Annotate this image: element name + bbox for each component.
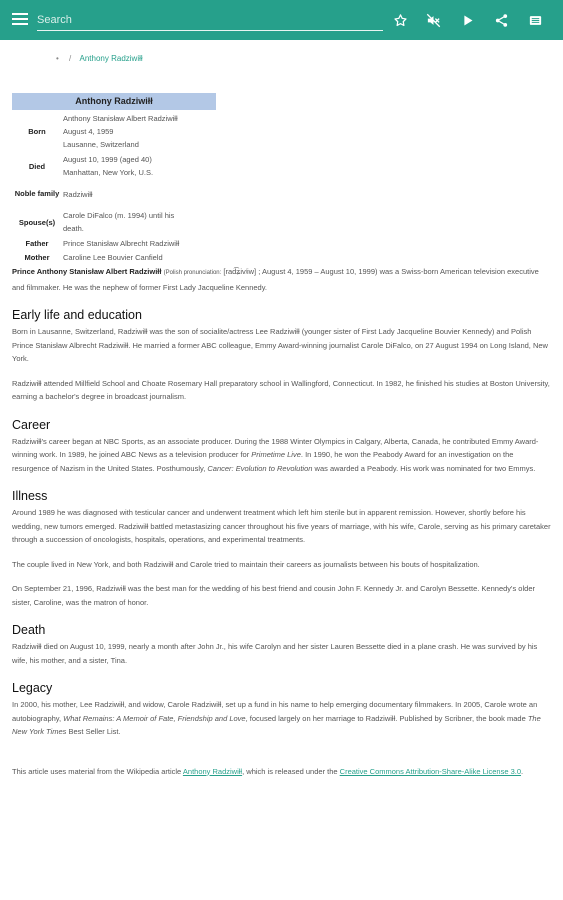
infobox-label: Noble family	[14, 189, 60, 198]
search-input[interactable]	[37, 9, 383, 30]
footer-text-2: , which is released under the	[242, 766, 340, 776]
wikipedia-article-link[interactable]: Anthony Radziwiłł	[182, 766, 243, 776]
license-link[interactable]: Creative Commons Attribution-Share-Alike License 3.0	[339, 766, 522, 776]
intro-paragraph	[12, 265, 552, 294]
footer-attribution	[12, 765, 552, 779]
infobox-value	[62, 153, 216, 179]
legacy-text-1: In 2000, his mother, Lee Radziwiłł, and widow, Carole Radziwiłł, set up a fund in his name to help emerging documentary filmmakers. In 2005, Carole wrote an autobiography,	[12, 700, 538, 723]
infobox-row-born	[12, 110, 216, 152]
star-icon[interactable]	[390, 10, 410, 30]
father-value: Prince Stanisław Albrecht Radziwiłł	[63, 238, 180, 248]
legacy-text-2: , focused largely on her marriage to Radziwiłł. Published by Scribner, the book made	[245, 713, 528, 723]
heading-career: Career	[12, 417, 51, 432]
breadcrumb-separator: /	[69, 54, 72, 63]
died-place: Manhattan, New York, U.S.	[63, 168, 154, 177]
heading-early-life: Early life and education	[12, 308, 142, 322]
legacy-text-3: Best Seller List.	[66, 727, 121, 736]
infobox-value	[62, 188, 216, 201]
infobox-label: Father	[25, 238, 49, 248]
article-content	[12, 265, 552, 778]
footer-text-1: This article uses material from the Wikipedia article	[12, 766, 183, 776]
infobox-value	[62, 112, 216, 151]
illness-paragraph-2: The couple lived in New York, and both Radziwiłł and Carole tried to maintain their careers as journalists between his bouts of hospitalization.	[12, 559, 480, 569]
career-text-2: . In 1990, he won the Peabody Award for an investigation on the resurgence of Nazism in the United States. Posthumously,	[12, 450, 514, 473]
infobox-label: Died	[28, 161, 46, 171]
heading-legacy: Legacy	[12, 681, 53, 695]
infobox-label: Mother	[24, 252, 50, 262]
illness-paragraph-1: Around 1989 he was diagnosed with testicular cancer and underwent treatment which left him sterile but in apparent remission. However, shortly before his wedding, new tumors emerged. Radziwiłł battled metastasizing cancer throughout his five years of marriage, with his wife, Carole, serving as his primary caretaker through a succession of oncologists, hospitals, operations, and experimental treatments.	[12, 508, 551, 544]
pronunciation-label: (Polish pronunciation:	[163, 270, 222, 276]
infobox-row-spouse	[12, 208, 216, 236]
infobox-value	[62, 209, 216, 235]
legacy-paragraph	[12, 698, 552, 739]
infobox-value	[62, 251, 216, 264]
intro-bold-name: Prince Anthony Stanisław Albert Radziwiłł	[12, 267, 162, 276]
list-icon[interactable]	[525, 10, 545, 30]
heading-death: Death	[12, 623, 46, 637]
breadcrumb-bullet: •	[56, 54, 59, 63]
share-icon[interactable]	[491, 10, 511, 30]
legacy-italic-nyt: The New York Times	[12, 713, 541, 736]
early-life-paragraph-2: Radziwiłł attended Millfield School and Choate Rosemary Hall preparatory school in Wallingford, Connecticut. In 1982, he finished his studies at Boston University, earning a bachelor's degree in broadcast journalism.	[12, 378, 550, 401]
infobox-label: Born	[28, 126, 46, 136]
career-text-3: was awarded a Peabody. His work was nominated for two Emmys.	[312, 463, 536, 473]
infobox-row-father	[12, 236, 216, 250]
breadcrumb-current-link[interactable]: Anthony Radziwiłł	[79, 54, 143, 63]
volume-off-icon[interactable]	[423, 10, 443, 30]
illness-paragraph-3: On September 21, 1996, Radziwiłł was the best man for the wedding of his best friend and cousin John F. Kennedy Jr. and Carolyn Bessette. Kennedy's older sister, Caroline, was the matron of honor.	[12, 584, 535, 607]
menu-icon[interactable]	[12, 13, 28, 27]
toolbar	[0, 0, 563, 40]
breadcrumb	[56, 54, 143, 63]
infobox-label: Spouse(s)	[18, 217, 56, 227]
pronunciation: [rad͡ʑivʲiw]	[223, 267, 257, 276]
born-name: Anthony Stanisław Albert Radziwiłł	[63, 113, 178, 123]
footer-text-3: .	[521, 766, 524, 776]
infobox-value	[62, 237, 216, 250]
born-date: August 4, 1959	[63, 126, 114, 136]
death-paragraph: Radziwiłł died on August 10, 1999, nearly a month after John Jr., his wife Carolyn and her sister Lauren Bessette died in a plane crash. He was survived by his wife, his mother, and a sister, Tina.	[12, 642, 538, 665]
career-italic-primetime: Primetime Live	[251, 450, 301, 459]
spouse-line-1: Carole DiFalco (m. 1994) until his	[63, 211, 175, 220]
born-place: Lausanne, Switzerland	[63, 139, 139, 149]
infobox-row-mother	[12, 250, 216, 264]
intro-text: ; August 4, 1959 – August 10, 1999) was a Swiss-born American television executive and filmmaker. He was the nephew of former First Lady Jacqueline Kennedy.	[12, 267, 539, 292]
noble-family-value: Radziwiłł	[63, 189, 93, 199]
search-box[interactable]	[37, 9, 383, 31]
early-life-paragraph-1: Born in Lausanne, Switzerland, Radziwiłł was the son of socialite/actress Lee Radziwiłł (younger sister of First Lady Jacqueline Bouvier Kennedy) and Polish Prince Stanisław Albrecht Radziwiłł. He married a former ABC colleague, Emmy Award-winning journalist Carole DiFalco, on 27 August 1994 on Long Island, New York.	[12, 327, 548, 363]
legacy-italic-book: What Remains: A Memoir of Fate, Friendship and Love	[63, 713, 246, 723]
infobox-row-died	[12, 152, 216, 180]
career-text-1: Radziwiłł's career began at NBC Sports, as an associate producer. During the 1988 Winter Olympics in Calgary, Alberta, Canada, he contributed Emmy Award-winning work. In 1989, he joined ABC News as a television producer for	[12, 436, 539, 459]
infobox-row-noble-family	[12, 180, 216, 208]
career-paragraph	[12, 435, 552, 476]
play-icon[interactable]	[457, 10, 477, 30]
infobox	[12, 93, 216, 264]
career-italic-cancer: Cancer: Evolution to Revolution	[207, 463, 313, 473]
infobox-title: Anthony Radziwiłł	[12, 93, 216, 110]
mother-value: Caroline Lee Bouvier Canfield	[63, 252, 163, 262]
spouse-line-2: death.	[63, 224, 84, 233]
heading-illness: Illness	[12, 489, 48, 503]
died-date: August 10, 1999 (aged 40)	[63, 155, 152, 164]
